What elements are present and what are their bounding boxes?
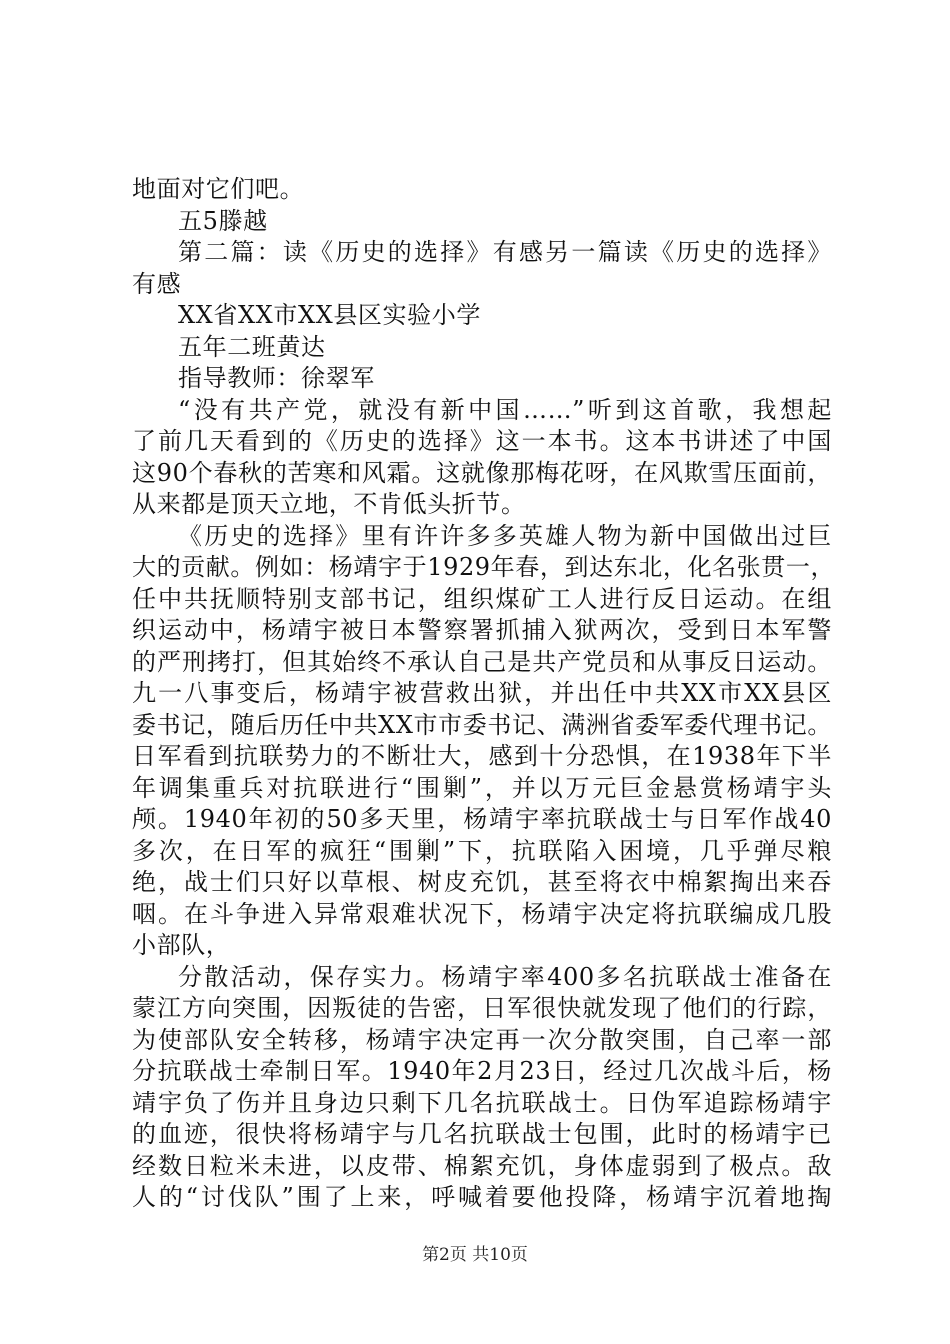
text-line: 小部队， <box>132 931 231 959</box>
text-line: 九一八事变后，杨靖宇被营救出狱，并出任中共XX市XX县区 <box>132 679 832 707</box>
text-line: 《历史的选择》里有许许多多英雄人物为新中国做出过巨 <box>178 521 832 550</box>
text-line: 从来都是顶天立地，不肯低头折节。 <box>132 490 526 518</box>
text-line: 地面对它们吧。 <box>132 175 305 203</box>
text-line: 蒙江方向突围，因叛徒的告密，日军很快就发现了他们的行踪， <box>132 994 832 1022</box>
text-line: “没有共产党，就没有新中国……”听到这首歌，我想起 <box>178 395 832 424</box>
text-line: XX省XX市XX县区实验小学 <box>178 301 481 329</box>
text-line: 的严刑拷打，但其始终不承认自己是共产党员和从事反日运动。 <box>132 647 832 676</box>
text-line: 有感 <box>132 269 182 298</box>
text-line: 第二篇：读《历史的选择》有感另一篇读《历史的选择》 <box>178 238 832 266</box>
text-line: 任中共抚顺特别支部书记，组织煤矿工人进行反日运动。在组 <box>132 584 832 613</box>
text-line: 年调集重兵对抗联进行“围剿”，并以万元巨金悬赏杨靖宇头 <box>132 773 832 802</box>
text-line: 了前几天看到的《历史的选择》这一本书。这本书讲述了中国 <box>132 427 832 455</box>
text-line: 五5滕越 <box>178 206 268 235</box>
text-line: 为使部队安全转移，杨靖宇决定再一次分散突围，自己率一部 <box>132 1025 832 1054</box>
text-line: 分抗联战士牵制日军。1940年2月23日，经过几次战斗后，杨 <box>132 1057 832 1085</box>
text-line: 大的贡献。例如：杨靖宇于1929年春，到达东北，化名张贯一， <box>132 553 836 581</box>
text-line: 靖宇负了伤并且身边只剩下几名抗联战士。日伪军追踪杨靖宇 <box>132 1088 832 1117</box>
text-line: 的血迹，很快将杨靖宇与几名抗联战士包围，此时的杨靖宇已 <box>132 1120 832 1148</box>
text-line: 日军看到抗联势力的不断壮大，感到十分恐惧，在1938年下半 <box>132 742 832 770</box>
text-line: 指导教师：徐翠军 <box>178 364 375 392</box>
text-line: 织运动中，杨靖宇被日本警察署抓捕入狱两次，受到日本军警 <box>132 616 832 644</box>
text-line: 五年二班黄达 <box>178 332 326 361</box>
text-line: 绝，战士们只好以草根、树皮充饥，甚至将衣中棉絮掏出来吞 <box>132 868 832 896</box>
text-line: 经数日粒米未进，以皮带、棉絮充饥，身体虚弱到了极点。敌 <box>132 1151 832 1180</box>
page-footer: 第2页 共10页 <box>422 1245 528 1265</box>
text-line: 委书记，随后历任中共XX市市委书记、满洲省委军委代理书记。 <box>132 710 832 739</box>
text-line: 这90个春秋的苦寒和风霜。这就像那梅花呀，在风欺雪压面前， <box>132 458 832 487</box>
text-line: 颅。1940年初的50多天里，杨靖宇率抗联战士与日军作战40 <box>132 805 832 833</box>
text-line: 分散活动，保存实力。杨靖宇率400多名抗联战士准备在 <box>178 962 832 991</box>
text-line: 咽。在斗争进入异常艰难状况下，杨靖宇决定将抗联编成几股 <box>132 899 832 928</box>
text-line: 人的“讨伐队”围了上来，呼喊着要他投降，杨靖宇沉着地掏 <box>132 1183 832 1211</box>
text-line: 多次，在日军的疯狂“围剿”下，抗联陷入困境，几乎弹尽粮 <box>132 836 832 865</box>
document-body <box>132 174 836 1214</box>
